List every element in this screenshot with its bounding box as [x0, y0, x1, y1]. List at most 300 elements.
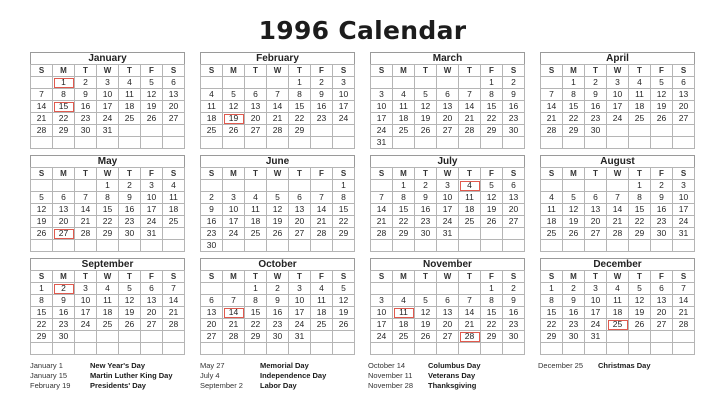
day-cell: 6	[53, 192, 75, 204]
empty-day-cell	[311, 240, 333, 252]
weekday-label: S	[673, 65, 695, 77]
day-cell: 27	[673, 113, 695, 125]
day-cell: 2	[311, 77, 333, 89]
week-row	[201, 192, 355, 204]
empty-day-cell	[75, 343, 97, 355]
week-row	[541, 216, 695, 228]
empty-day-cell	[97, 240, 119, 252]
day-cell: 25	[119, 113, 141, 125]
day-cell: 8	[289, 89, 311, 101]
day-cell: 20	[585, 216, 607, 228]
day-cell: 4	[311, 283, 333, 295]
empty-day-cell	[163, 137, 185, 149]
day-cell: 12	[651, 89, 673, 101]
day-cell: 30	[503, 125, 525, 137]
empty-day-cell	[629, 331, 651, 343]
empty-day-cell	[393, 240, 415, 252]
empty-day-cell	[97, 137, 119, 149]
empty-day-cell	[267, 77, 289, 89]
day-cell: 19	[629, 307, 651, 319]
empty-day-cell	[267, 180, 289, 192]
week-row	[201, 283, 355, 295]
day-cell: 19	[267, 216, 289, 228]
day-cell: 18	[459, 204, 481, 216]
week-row	[201, 125, 355, 137]
day-cell: 23	[267, 319, 289, 331]
day-cell: 22	[481, 113, 503, 125]
weekday-label: T	[415, 65, 437, 77]
day-cell: 21	[163, 307, 185, 319]
day-cell: 2	[503, 77, 525, 89]
day-cell: 28	[267, 125, 289, 137]
week-row	[31, 77, 185, 89]
day-cell: 14	[311, 204, 333, 216]
day-cell: 17	[141, 204, 163, 216]
weekday-label: T	[119, 168, 141, 180]
day-cell: 20	[437, 113, 459, 125]
empty-day-cell	[53, 343, 75, 355]
empty-day-cell	[31, 180, 53, 192]
day-cell: 4	[119, 77, 141, 89]
month-days-table	[370, 64, 525, 149]
day-cell: 18	[607, 307, 629, 319]
day-cell: 27	[289, 228, 311, 240]
day-cell: 11	[119, 89, 141, 101]
day-cell: 8	[31, 295, 53, 307]
empty-day-cell	[459, 77, 481, 89]
day-cell: 13	[163, 89, 185, 101]
day-cell: 7	[673, 283, 695, 295]
day-cell: 8	[629, 192, 651, 204]
day-cell: 28	[673, 319, 695, 331]
day-cell: 16	[503, 101, 525, 113]
day-cell: 1	[563, 77, 585, 89]
holiday-date: January 1	[30, 361, 63, 370]
day-cell: 27	[585, 228, 607, 240]
day-cell: 19	[415, 113, 437, 125]
day-cell: 11	[245, 204, 267, 216]
weekday-label: W	[97, 168, 119, 180]
empty-day-cell	[119, 240, 141, 252]
weekday-label: S	[201, 65, 223, 77]
empty-day-cell	[201, 180, 223, 192]
day-cell: 12	[267, 204, 289, 216]
empty-day-cell	[333, 240, 355, 252]
month-name: August	[540, 155, 695, 167]
day-cell: 20	[289, 216, 311, 228]
week-row	[201, 113, 355, 125]
day-cell: 29	[31, 331, 53, 343]
day-cell: 1	[481, 283, 503, 295]
day-cell: 17	[75, 307, 97, 319]
day-cell: 16	[119, 204, 141, 216]
day-cell: 20	[141, 307, 163, 319]
day-cell: 31	[437, 228, 459, 240]
holiday-entry	[30, 381, 173, 391]
empty-day-cell	[393, 77, 415, 89]
day-cell: 10	[371, 307, 393, 319]
day-cell: 12	[481, 192, 503, 204]
day-cell: 19	[651, 101, 673, 113]
day-cell: 6	[163, 77, 185, 89]
day-cell: 6	[585, 192, 607, 204]
weekday-label: W	[607, 271, 629, 283]
week-row	[31, 137, 185, 149]
day-cell: 8	[481, 295, 503, 307]
day-cell: 15	[541, 307, 563, 319]
day-cell: 24	[371, 125, 393, 137]
weekday-label: M	[563, 168, 585, 180]
holiday-day-cell: 14	[223, 307, 245, 319]
empty-day-cell	[163, 240, 185, 252]
weekday-label: S	[163, 65, 185, 77]
empty-day-cell	[201, 343, 223, 355]
day-cell: 1	[245, 283, 267, 295]
day-cell: 24	[371, 331, 393, 343]
day-cell: 29	[333, 228, 355, 240]
empty-day-cell	[437, 77, 459, 89]
week-row	[201, 228, 355, 240]
day-cell: 1	[31, 283, 53, 295]
day-cell: 14	[31, 101, 53, 113]
week-row	[371, 89, 525, 101]
weekday-label: S	[503, 168, 525, 180]
day-cell: 17	[289, 307, 311, 319]
day-cell: 25	[311, 319, 333, 331]
day-cell: 20	[201, 319, 223, 331]
empty-day-cell	[31, 137, 53, 149]
day-cell: 21	[459, 113, 481, 125]
day-cell: 6	[437, 89, 459, 101]
empty-day-cell	[163, 343, 185, 355]
day-cell: 28	[223, 331, 245, 343]
weekday-label: T	[459, 65, 481, 77]
day-cell: 27	[503, 216, 525, 228]
weekday-label: M	[53, 168, 75, 180]
day-cell: 13	[503, 192, 525, 204]
day-cell: 19	[141, 101, 163, 113]
day-cell: 10	[97, 89, 119, 101]
week-row	[201, 101, 355, 113]
week-row	[201, 204, 355, 216]
weekday-label: W	[267, 168, 289, 180]
day-cell: 9	[503, 89, 525, 101]
empty-day-cell	[201, 137, 223, 149]
weekday-label: F	[141, 168, 163, 180]
week-row	[371, 192, 525, 204]
day-cell: 28	[541, 125, 563, 137]
day-cell: 22	[629, 216, 651, 228]
month-name: April	[540, 52, 695, 64]
weekday-label: T	[629, 65, 651, 77]
holiday-date: January 15	[30, 371, 68, 380]
day-cell: 5	[119, 283, 141, 295]
empty-day-cell	[223, 137, 245, 149]
day-cell: 4	[163, 180, 185, 192]
holiday-entry	[200, 361, 326, 371]
day-cell: 7	[459, 89, 481, 101]
weekday-label: M	[393, 271, 415, 283]
day-cell: 20	[163, 101, 185, 113]
day-cell: 8	[481, 89, 503, 101]
day-cell: 18	[245, 216, 267, 228]
empty-day-cell	[245, 240, 267, 252]
weekday-label: T	[119, 271, 141, 283]
day-cell: 1	[393, 180, 415, 192]
day-cell: 3	[437, 180, 459, 192]
empty-day-cell	[607, 125, 629, 137]
month-name: September	[30, 258, 185, 270]
empty-day-cell	[289, 137, 311, 149]
month-may	[30, 155, 185, 252]
month-days-table	[200, 64, 355, 149]
holiday-name: Presidents' Day	[90, 381, 146, 390]
month-days-table	[30, 167, 185, 252]
day-cell: 23	[201, 228, 223, 240]
weekday-label: S	[371, 271, 393, 283]
day-cell: 19	[31, 216, 53, 228]
day-cell: 13	[437, 307, 459, 319]
empty-day-cell	[651, 331, 673, 343]
day-cell: 2	[585, 77, 607, 89]
day-cell: 22	[97, 216, 119, 228]
empty-day-cell	[607, 343, 629, 355]
week-row	[31, 307, 185, 319]
weekday-label: T	[245, 168, 267, 180]
weekday-label: T	[245, 65, 267, 77]
day-cell: 4	[541, 192, 563, 204]
day-cell: 5	[415, 295, 437, 307]
empty-day-cell	[289, 343, 311, 355]
empty-day-cell	[585, 240, 607, 252]
empty-day-cell	[563, 137, 585, 149]
empty-day-cell	[563, 240, 585, 252]
weekday-label: T	[585, 271, 607, 283]
empty-day-cell	[223, 283, 245, 295]
day-cell: 23	[585, 113, 607, 125]
day-cell: 21	[673, 307, 695, 319]
empty-day-cell	[31, 343, 53, 355]
day-cell: 5	[563, 192, 585, 204]
holiday-date: October 14	[368, 361, 406, 370]
day-cell: 10	[585, 295, 607, 307]
week-row	[371, 307, 525, 319]
day-cell: 5	[223, 89, 245, 101]
day-cell: 26	[481, 216, 503, 228]
day-cell: 16	[585, 101, 607, 113]
weekday-label: M	[53, 65, 75, 77]
weekday-label: M	[53, 271, 75, 283]
day-cell: 11	[541, 204, 563, 216]
empty-day-cell	[163, 125, 185, 137]
week-row	[371, 113, 525, 125]
day-cell: 6	[651, 283, 673, 295]
empty-day-cell	[75, 240, 97, 252]
day-cell: 21	[371, 216, 393, 228]
day-cell: 18	[393, 113, 415, 125]
day-cell: 9	[563, 295, 585, 307]
weekday-label: F	[311, 271, 333, 283]
day-cell: 3	[289, 283, 311, 295]
day-cell: 11	[607, 295, 629, 307]
day-cell: 24	[607, 113, 629, 125]
week-row	[371, 101, 525, 113]
day-cell: 1	[481, 77, 503, 89]
day-cell: 13	[437, 101, 459, 113]
month-days-table	[540, 167, 695, 252]
day-cell: 27	[437, 125, 459, 137]
day-cell: 21	[223, 319, 245, 331]
day-cell: 27	[437, 331, 459, 343]
empty-day-cell	[629, 125, 651, 137]
day-cell: 20	[503, 204, 525, 216]
day-cell: 17	[371, 319, 393, 331]
week-row	[201, 216, 355, 228]
empty-day-cell	[393, 283, 415, 295]
week-row	[201, 319, 355, 331]
day-cell: 11	[459, 192, 481, 204]
day-cell: 3	[371, 89, 393, 101]
day-cell: 3	[333, 77, 355, 89]
day-cell: 12	[333, 295, 355, 307]
month-february	[200, 52, 355, 149]
weekday-label: F	[141, 271, 163, 283]
weekday-label: F	[481, 168, 503, 180]
empty-day-cell	[267, 137, 289, 149]
empty-day-cell	[503, 240, 525, 252]
day-cell: 10	[141, 192, 163, 204]
holiday-entry	[368, 361, 481, 371]
weekday-label: T	[415, 271, 437, 283]
week-row	[31, 216, 185, 228]
weekday-label: T	[459, 168, 481, 180]
week-row	[31, 295, 185, 307]
holiday-date: July 4	[200, 371, 220, 380]
day-cell: 2	[201, 192, 223, 204]
empty-day-cell	[97, 331, 119, 343]
holiday-column-2	[200, 361, 326, 391]
empty-day-cell	[223, 343, 245, 355]
week-row	[201, 137, 355, 149]
empty-day-cell	[333, 125, 355, 137]
empty-day-cell	[459, 137, 481, 149]
day-cell: 20	[245, 113, 267, 125]
day-cell: 12	[119, 295, 141, 307]
day-cell: 14	[163, 295, 185, 307]
day-cell: 7	[163, 283, 185, 295]
day-cell: 20	[53, 216, 75, 228]
day-cell: 8	[245, 295, 267, 307]
weekday-label: T	[119, 65, 141, 77]
empty-day-cell	[459, 283, 481, 295]
day-cell: 21	[267, 113, 289, 125]
day-cell: 21	[75, 216, 97, 228]
day-cell: 30	[585, 125, 607, 137]
week-row	[541, 319, 695, 331]
empty-day-cell	[53, 240, 75, 252]
day-cell: 4	[97, 283, 119, 295]
empty-day-cell	[563, 343, 585, 355]
day-cell: 13	[53, 204, 75, 216]
weekday-label: S	[31, 65, 53, 77]
day-cell: 29	[289, 125, 311, 137]
day-cell: 21	[311, 216, 333, 228]
month-march	[370, 52, 525, 149]
empty-day-cell	[267, 240, 289, 252]
week-row	[201, 343, 355, 355]
day-cell: 6	[503, 180, 525, 192]
empty-day-cell	[541, 240, 563, 252]
day-cell: 28	[31, 125, 53, 137]
day-cell: 12	[223, 101, 245, 113]
day-cell: 9	[75, 89, 97, 101]
day-cell: 13	[245, 101, 267, 113]
empty-day-cell	[651, 137, 673, 149]
day-cell: 25	[459, 216, 481, 228]
holiday-entry	[30, 371, 173, 381]
empty-day-cell	[119, 137, 141, 149]
holiday-column-3	[368, 361, 481, 391]
day-cell: 30	[651, 228, 673, 240]
empty-day-cell	[97, 343, 119, 355]
day-cell: 31	[585, 331, 607, 343]
week-row	[371, 240, 525, 252]
month-name: May	[30, 155, 185, 167]
day-cell: 25	[163, 216, 185, 228]
empty-day-cell	[371, 343, 393, 355]
weekday-label: W	[437, 168, 459, 180]
holiday-day-cell: 25	[607, 319, 629, 331]
day-cell: 19	[481, 204, 503, 216]
month-january	[30, 52, 185, 149]
empty-day-cell	[371, 77, 393, 89]
day-cell: 17	[607, 101, 629, 113]
weekday-label: S	[371, 65, 393, 77]
month-name: July	[370, 155, 525, 167]
day-cell: 3	[371, 295, 393, 307]
day-cell: 7	[267, 89, 289, 101]
empty-day-cell	[75, 331, 97, 343]
empty-day-cell	[673, 125, 695, 137]
day-cell: 23	[503, 319, 525, 331]
holiday-name: New Year's Day	[90, 361, 146, 370]
day-cell: 30	[201, 240, 223, 252]
day-cell: 23	[503, 113, 525, 125]
weekday-header-row	[371, 65, 525, 77]
empty-day-cell	[607, 331, 629, 343]
day-cell: 10	[371, 101, 393, 113]
day-cell: 7	[541, 89, 563, 101]
week-row	[371, 295, 525, 307]
empty-day-cell	[541, 77, 563, 89]
day-cell: 15	[629, 204, 651, 216]
weekday-label: T	[585, 65, 607, 77]
day-cell: 21	[541, 113, 563, 125]
weekday-label: S	[31, 271, 53, 283]
day-cell: 13	[201, 307, 223, 319]
day-cell: 18	[201, 113, 223, 125]
day-cell: 29	[97, 228, 119, 240]
week-row	[541, 307, 695, 319]
empty-day-cell	[541, 343, 563, 355]
day-cell: 8	[393, 192, 415, 204]
week-row	[371, 180, 525, 192]
day-cell: 8	[563, 89, 585, 101]
empty-day-cell	[223, 240, 245, 252]
empty-day-cell	[245, 77, 267, 89]
day-cell: 11	[163, 192, 185, 204]
weekday-label: T	[75, 168, 97, 180]
